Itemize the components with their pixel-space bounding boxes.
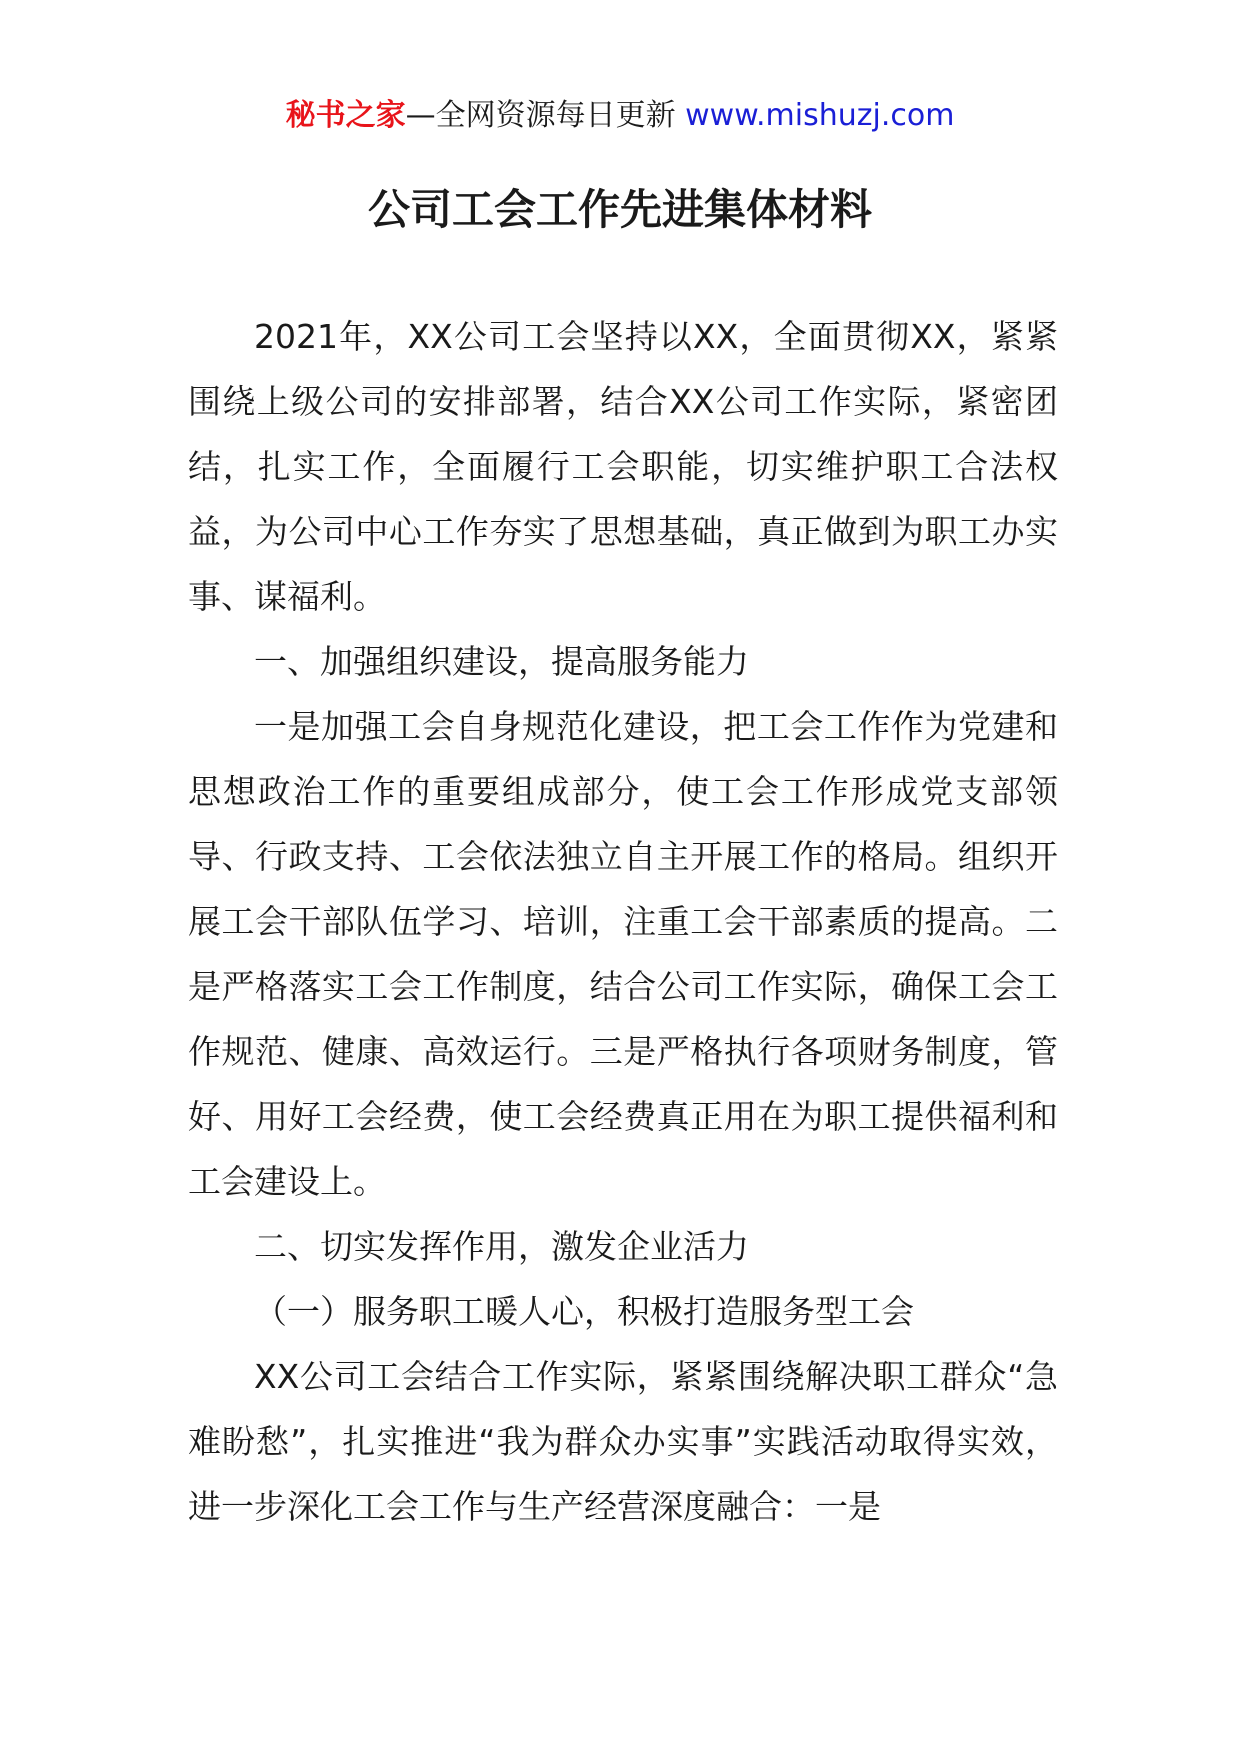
document-title: 公司工会工作先进集体材料 <box>367 185 872 234</box>
site-header <box>0 96 1240 136</box>
site-url-link[interactable]: www.mishuzj.com <box>685 98 955 133</box>
subsection-1-paragraph: XX公司工会结合工作实际，紧紧围绕解决职工群众“急难盼愁”，扎实推进“我为群众办实事”实践活动取得实效，进一步深化工会工作与生产经营深度融合：一是 <box>188 1357 1058 1526</box>
site-slogan: —全网资源每日更新 <box>405 98 686 133</box>
section-1-paragraph: 一是加强工会自身规范化建设，把工会工作作为党建和思想政治工作的重要组成部分，使工会工作形成党支部领导、行政支持、工会依法独立自主开展工作的格局。组织开展工会干部队伍学习、培训，注重工会干部素质的提高。二是严格落实工会工作制度，结合公司工作实际，确保工会工作规范、健康、高效运行。三是严格执行各项财务制度，管好、用好工会经费，使工会经费真正用在为职工提供福利和工会建设上。 <box>188 707 1058 1201</box>
subsection-heading-1: （一）服务职工暖人心，积极打造服务型工会 <box>254 1292 914 1331</box>
section-heading-2: 二、切实发挥作用，激发企业活力 <box>254 1227 749 1266</box>
intro-paragraph: 2021年，XX公司工会坚持以XX，全面贯彻XX，紧紧围绕上级公司的安排部署，结合XX公司工作实际，紧密团结，扎实工作，全面履行工会职能，切实维护职工合法权益，为公司中心工作夯实了思想基础，真正做到为职工办实事、谋福利。 <box>188 317 1058 616</box>
section-heading-1: 一、加强组织建设，提高服务能力 <box>254 642 749 681</box>
document-body <box>188 304 1058 1539</box>
site-brand: 秘书之家 <box>285 98 406 133</box>
